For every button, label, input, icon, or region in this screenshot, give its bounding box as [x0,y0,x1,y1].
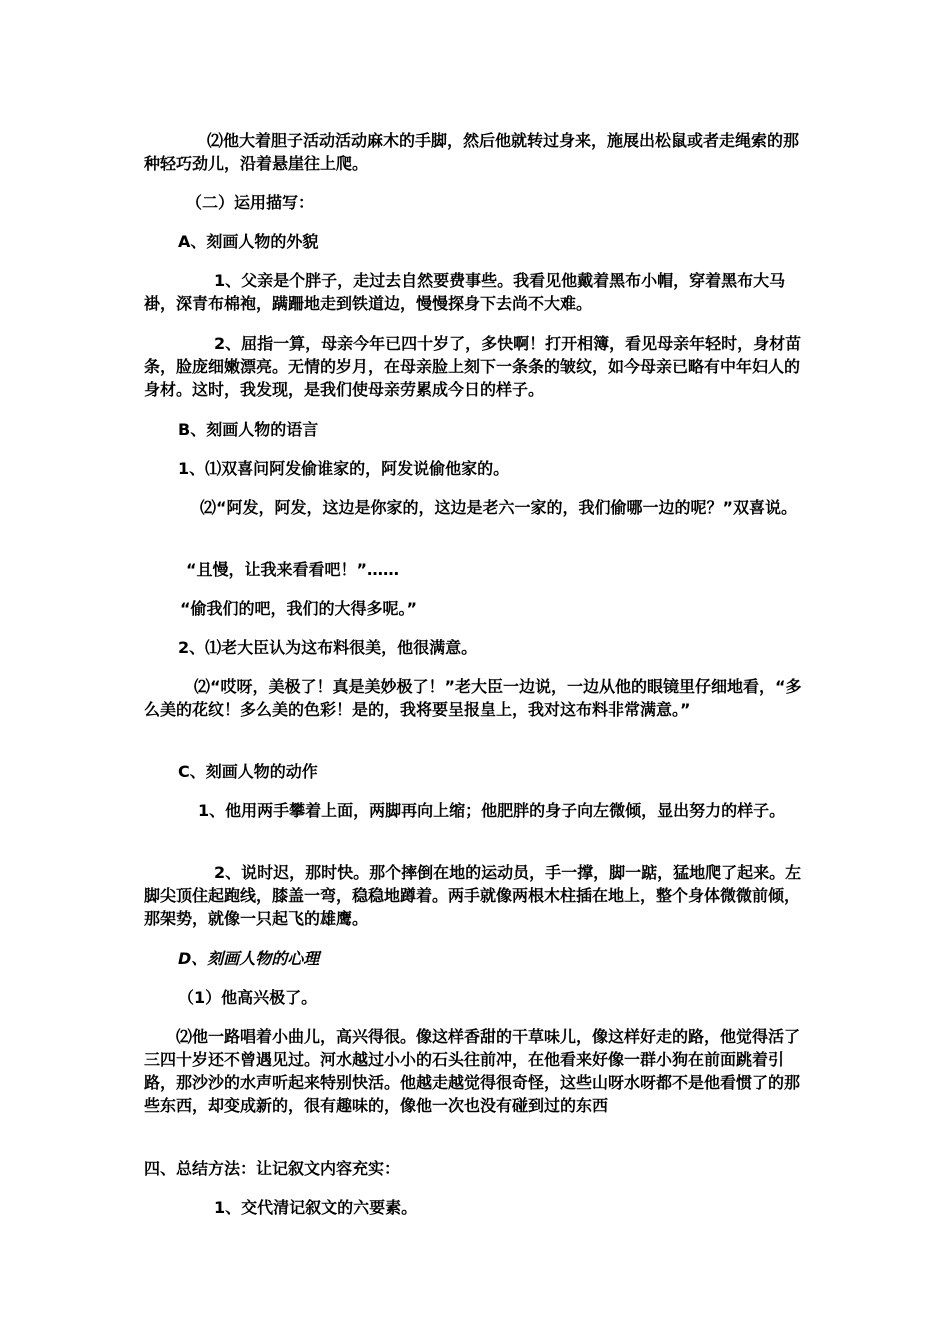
heading-psychology: D、刻画人物的心理 [178,949,320,968]
heading-action: C、刻画人物的动作 [178,762,318,781]
paragraph-shuangxi-2: ⑵“阿发，阿发，这边是你家的，这边是老六一家的，我们偷哪一边的呢？”双喜说。 [200,498,798,517]
paragraph-shuangxi-1: 1、⑴双喜问阿发偷谁家的，阿发说偷他家的。 [178,459,510,478]
paragraph-tou-women: “偷我们的吧，我们的大得多呢。” [180,599,418,618]
heading-use-description: （二）运用描写： [186,193,315,212]
paragraph-action-2: 2、说时迟，那时快。那个摔倒在地的运动员，手一撑，脚一踮，猛地爬了起来。左脚尖顶住起跑线，膝盖一弯，稳稳地蹲着。两手就像两根木柱插在地上，整个身体微微前倾，那架势，就像一只起飞的雄鹰。 [144,863,802,928]
paragraph-father: 1、父亲是个胖子，走过去自然要费事些。我看见他戴着黑布小帽，穿着黑布大马褂，深青布棉袍，蹒跚地走到铁道边，慢慢探身下去尚不大难。 [144,271,786,313]
paragraph-minister-1: 2、⑴老大臣认为这布料很美，他很满意。 [178,638,478,657]
paragraph-six-elements: 1、交代清记叙文的六要素。 [214,1198,418,1217]
heading-summary: 四、总结方法：让记叙文内容充实： [144,1159,401,1178]
paragraph-mother: 2、屈指一算，母亲今年已四十岁了，多快啊！打开相簿，看见母亲年轻时，身材苗条，脸庞细嫩漂亮。无情的岁月，在母亲脸上刻下一条条的皱纹，如今母亲已略有中年妇人的身材。这时，我发现，是我们使母亲劳累成今日的样子。 [144,334,802,399]
paragraph-happy-1: （1）他高兴极了。 [178,988,318,1007]
paragraph-action-1: 1、他用两手攀着上面，两脚再向上缩；他肥胖的身子向左微倾，显出努力的样子。 [198,801,786,820]
heading-language: B、刻画人物的语言 [178,420,319,439]
heading-appearance: A、刻画人物的外貌 [178,232,319,251]
paragraph-climb: ⑵他大着胆子活动活动麻木的手脚，然后他就转过身来，施展出松鼠或者走绳索的那种轻巧劲儿，沿着悬崖往上爬。 [144,131,800,173]
paragraph-minister-2: ⑵“哎呀，美极了！真是美妙极了！”老大臣一边说，一边从他的眼镜里仔细地看，“多么美的花纹！多么美的色彩！是的，我将要呈报皇上，我对这布料非常满意。” [144,677,802,719]
paragraph-happy-2: ⑵他一路唱着小曲儿，高兴得很。像这样香甜的干草味儿，像这样好走的路，他觉得活了三四十岁还不曾遇见过。河水越过小小的石头往前冲，在他看来好像一群小狗在前面跳着引路，那沙沙的水声听起来特别快活。他越走越觉得很奇怪，这些山呀水呀都不是他看惯了的那些东西，却变成新的，很有趣味的，像他一次也没有碰到过的东西 [144,1027,801,1115]
paragraph-qieman: “且慢，让我来看看吧！”…… [186,560,400,579]
